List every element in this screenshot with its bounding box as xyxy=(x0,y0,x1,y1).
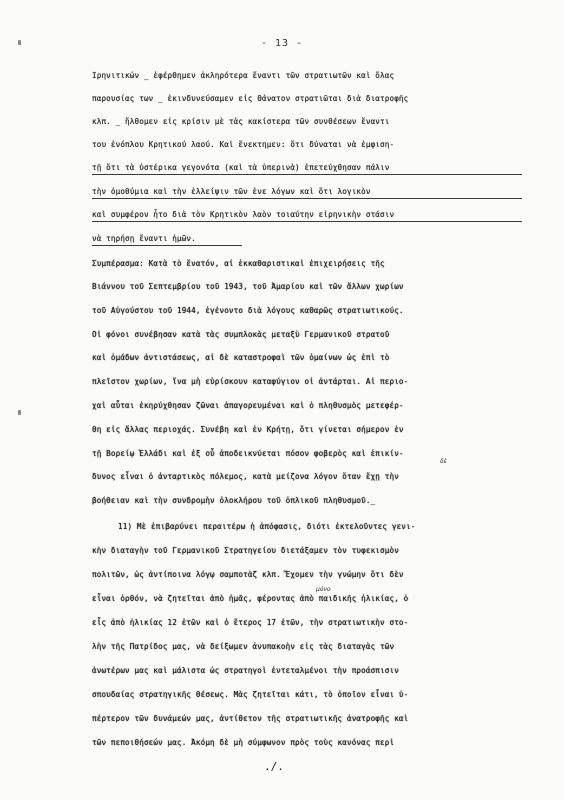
text-line: πέρτερον τῶν δυνάμεών μας, ἀντίθετον τῆς στρατιωτικῆς ἀνατροφῆς καὶ xyxy=(92,713,526,725)
text-line: καὶ ὁμάδων ἀντιστάσεως, αἱ δὲ καταστροφαὶ τῶν ὀμαίνων ὡς ἐπὶ τὸ xyxy=(92,352,524,364)
text-line: θη εἰς ἄλλας περιοχάς. Συνέβη καὶ ἐν Κρήτῃ, ὅτι γίνεται σήμερον ἐν xyxy=(92,424,524,436)
text-line: ἀνωτέρων μας καὶ μάλιστα ὡς στρατηγοὶ ἐντεταλμένοι τὴν προάσπισιν xyxy=(92,665,526,677)
text-line: δυνος εἶναι ὁ ἀνταρτικὸς πόλεμος, κατὰ μείζονα λόγον ὅταν ἔχῃ τὴν xyxy=(92,471,524,483)
text-line: 11) Μὲ ἐπιβαρύνει περαιτέρω ἡ ἀπόφασις, διότι ἐκτελοῦντες γενι- xyxy=(118,521,526,533)
text-line: σπουδαίας στρατηγικῆς θέσεως. Μὰς ζητεῖται κάτι, τὸ ὁποῖον εἶναι ὑ- xyxy=(92,689,526,701)
underlined-text-line: τῇ ὅτι τὰ ὑστέρικα γεγονότα (καὶ τὰ ὑπερινὰ) ἐπετεύχθησαν πάλιν xyxy=(92,162,522,175)
text-line: τοῦ Αὐγούστου τοῦ 1944, ἐγένοντο διὰ λόγους καθαρῶς στρατιωτικούς. xyxy=(92,305,524,317)
scan-punch-mark xyxy=(18,410,21,415)
underlined-text-line: τὴν ὁμοθύμια καὶ τὴν ἐλλείψιν τῶν ἐνε λόγων καὶ ὅτι λογικὸν xyxy=(92,186,522,199)
text-line: Βιάννου τοῦ Σεπτεμβρίου τοῦ 1943, τοῦ Ἀμαρίου καὶ τῶν ἄλλων χωρίων xyxy=(92,281,524,293)
interlinear-correction: δὲ xyxy=(440,458,447,465)
text-line: πολιτῶν, ὡς ἀντίποινα λόγῳ σαμποτὰζ κλπ. Ἔχομεν τὴν γνώμην ὅτι δὲν xyxy=(92,569,526,581)
text-line: του ἐνόπλου Κρητικού λαού. Καὶ ἔνεκτημεν: ὅτι δύναται νὰ ἐμφιση- xyxy=(92,140,395,149)
text-line: λὴν τῆς Πατρίδος μας, νὰ δείξωμεν ἀνυπακοὴν εἰς τὰς διαταγὰς τῶν xyxy=(92,641,526,653)
underlined-text-line: καὶ συμφέρον ἦτο διὰ τὸν Κρητικὸν λαὸν τοιαύτην εἰρηνικὴν στάσιν xyxy=(92,209,522,222)
continuation-mark: ./. xyxy=(264,760,284,773)
text-line: Οἱ φόνοι συνέβησαν κατὰ τὰς συμπλοκὰς μεταξὺ Γερμανικοῦ στρατοῦ xyxy=(92,329,524,341)
text-line: εἶναι ὀρθόν, νὰ ζητεῖται ἀπὸ ἡμᾶς, φέροντας ἀπὸ παιδικῆς ἡλικίας, ὁ xyxy=(92,593,526,605)
text-line: κλπ. _ ἤλθομεν εἰς κρίσιν μὲ τὰς κακίστερα τῶν συνθέσεων ἔναντι xyxy=(92,117,390,126)
text-line: πλεῖστον χωρίων, ἵνα μὴ εὑρίσκουν καταφύγιον οἱ ἀντάρται. Αἱ περιο- xyxy=(92,376,524,388)
text-line: εἷς ἀπὸ ἡλικίας 12 ἐτῶν καὶ ὁ ἕτερος 17 ἐτῶν, τὴν στρατιωτικὴν στο- xyxy=(92,617,526,629)
text-line: Ιρηνιτικών _ ἐφέρθημεν ἀκληρότερα ἔναντι τῶν στρατιωτῶν καὶ ὄλας xyxy=(92,71,395,80)
page-number: - 13 - xyxy=(260,38,304,49)
text-line: κὴν διαταγὴν τοῦ Γερμανικοῦ Στρατηγείου διετάξαμεν τὸν τυφεκισμὸν xyxy=(92,545,526,557)
text-line: τῇ Βορείῳ Ἑλλάδι καὶ ἐξ οὗ ἀποδεικνύεται πόσον φοβερὸς καὶ ἐπικίν- xyxy=(92,448,524,460)
text-line: Συμπέρασμα: Κατὰ τὸ ἔνατόν, αἱ ἐκκαθαριστικαὶ ἐπιχειρήσεις τῆς xyxy=(92,258,524,270)
underlined-text-line: νὰ τηρήσῃ ἔναντι ἡμῶν. xyxy=(92,233,242,246)
text-line: βοήθειαν καὶ τὴν συνδρομὴν ὁλοκλήρου τοῦ ὀπλικοῦ πληθυσμοῦ._ xyxy=(92,495,524,507)
text-line: χαὶ αὗται ἐκηρύχθησαν ζῶναι ἀπαγορευμέναι καὶ ὁ πληθυσμὸς μετεφέρ- xyxy=(92,400,524,412)
interlinear-correction: μόνο xyxy=(316,586,331,593)
text-line: τῶν πεποιθήσεών μας. Ἀκόμη δὲ μὴ σύμφωνον πρὸς τοὺς κανόνας περὶ xyxy=(92,737,526,749)
text-line: παρουσίας των _ ἐκινδυνεύσαμεν εἰς θάνατον στρατιῶται διὰ διατροφῆς xyxy=(92,94,409,103)
